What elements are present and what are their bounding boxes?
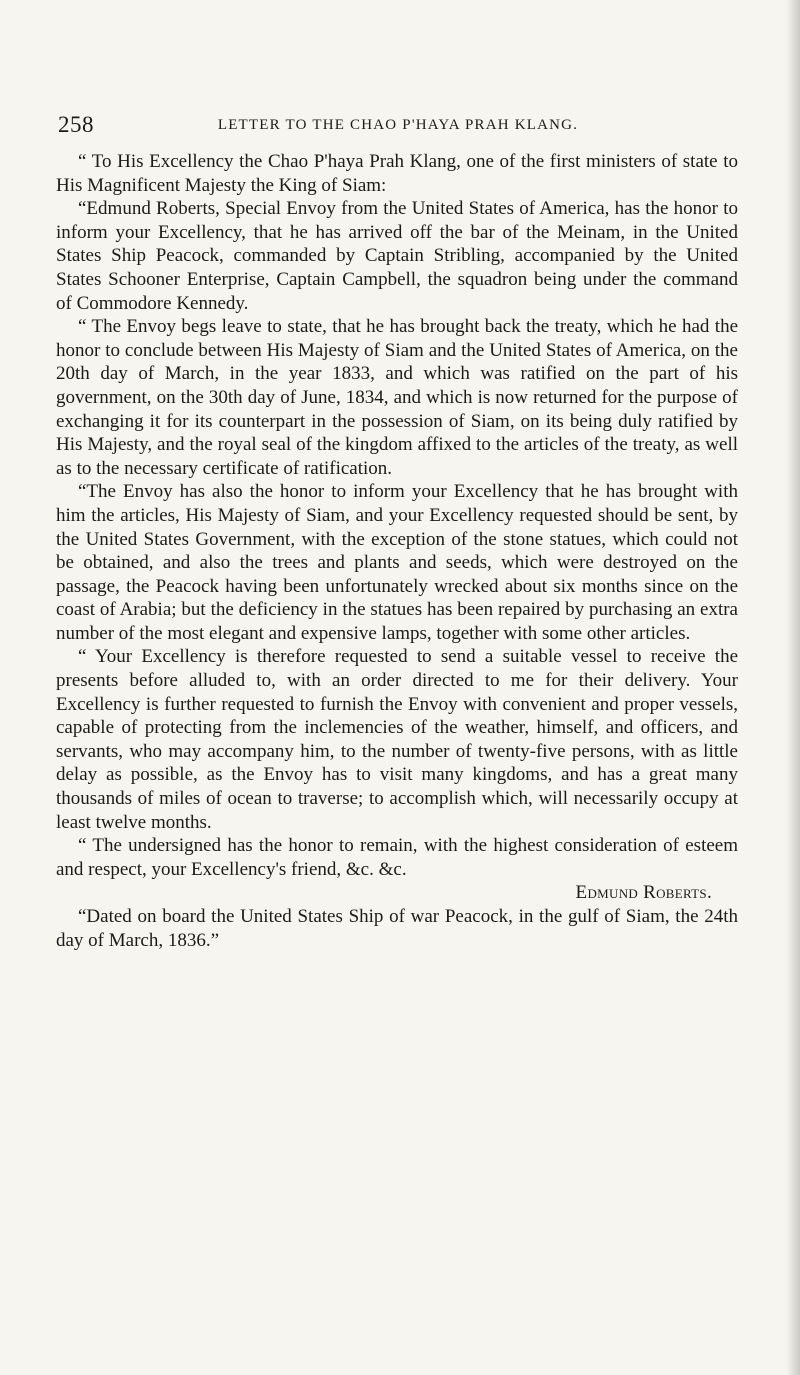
running-title: LETTER TO THE CHAO P'HAYA PRAH KLANG. [217, 117, 579, 133]
paragraph-request: “ Your Excellency is therefore requested to send a suitable vessel to receive the presents before alluded to, with an order directed to me for their delivery. Your Excellency is further requested to furnish the Envoy with convenient and proper vessels, capable of protecting from the inclemencies of the weather, himself, and officers, and servants, who may accompany him, to the number of twenty-five persons, with as little delay as possible, as the Envoy has to visit many kingdoms, and has a great many thousands of miles of ocean to traverse; to accomplish which, will necessarily occupy at least twelve months. [56, 646, 738, 833]
page-header [58, 112, 738, 140]
page-edge-shadow [786, 0, 800, 1375]
paragraph-arrival: “Edmund Roberts, Special Envoy from the United States of America, has the honor to inform your Excellency, that he has arrived off the bar of the Meinam, in the United States Ship Peacock, commanded by Captain Stribling, accompanied by the United States Schooner Enterprise, Captain Campbell, the squadron being under the command of Commodore Kennedy. [56, 198, 738, 314]
page-number: 258 [58, 112, 94, 137]
paragraph-closing: “ The undersigned has the honor to remain, with the highest consideration of esteem and respect, your Excellency's friend, &c. &c. [56, 835, 738, 880]
signature: Edmund Roberts. [575, 882, 712, 904]
paragraph-treaty: “ The Envoy begs leave to state, that he has brought back the treaty, which he had the honor to conclude between His Majesty of Siam and the United States of America, on the 20th day of March, in the year 1833, and which was ratified on the part of his government, on the 30th day of June, 1834, and which is now returned for the purpose of exchanging it for its counterpart in the possession of Siam, on its being duly ratified by His Majesty, and the royal seal of the kingdom affixed to the articles of the treaty, as well as to the necessary certificate of ratification. [56, 316, 738, 479]
dateline: “Dated on board the United States Ship of war Peacock, in the gulf of Siam, the 24th day of March, 1836.” [56, 906, 738, 951]
paragraph-articles: “The Envoy has also the honor to inform your Excellency that he has brought with him the articles, His Majesty of Siam, and your Excellency requested should be sent, by the United States Government, with the exception of the stone statues, which could not be obtained, and also the trees and plants and seeds, which were destroyed on the passage, the Peacock having been unfortunately wrecked about six months since on the coast of Arabia; but the deficiency in the statues has been repaired by purchasing an extra number of the most elegant and expensive lamps, together with some other articles. [56, 481, 738, 644]
letter-body [56, 150, 738, 952]
paragraph-salutation: “ To His Excellency the Chao P'haya Prah Klang, one of the first ministers of state to His Magnificent Majesty the King of Siam: [56, 151, 738, 196]
